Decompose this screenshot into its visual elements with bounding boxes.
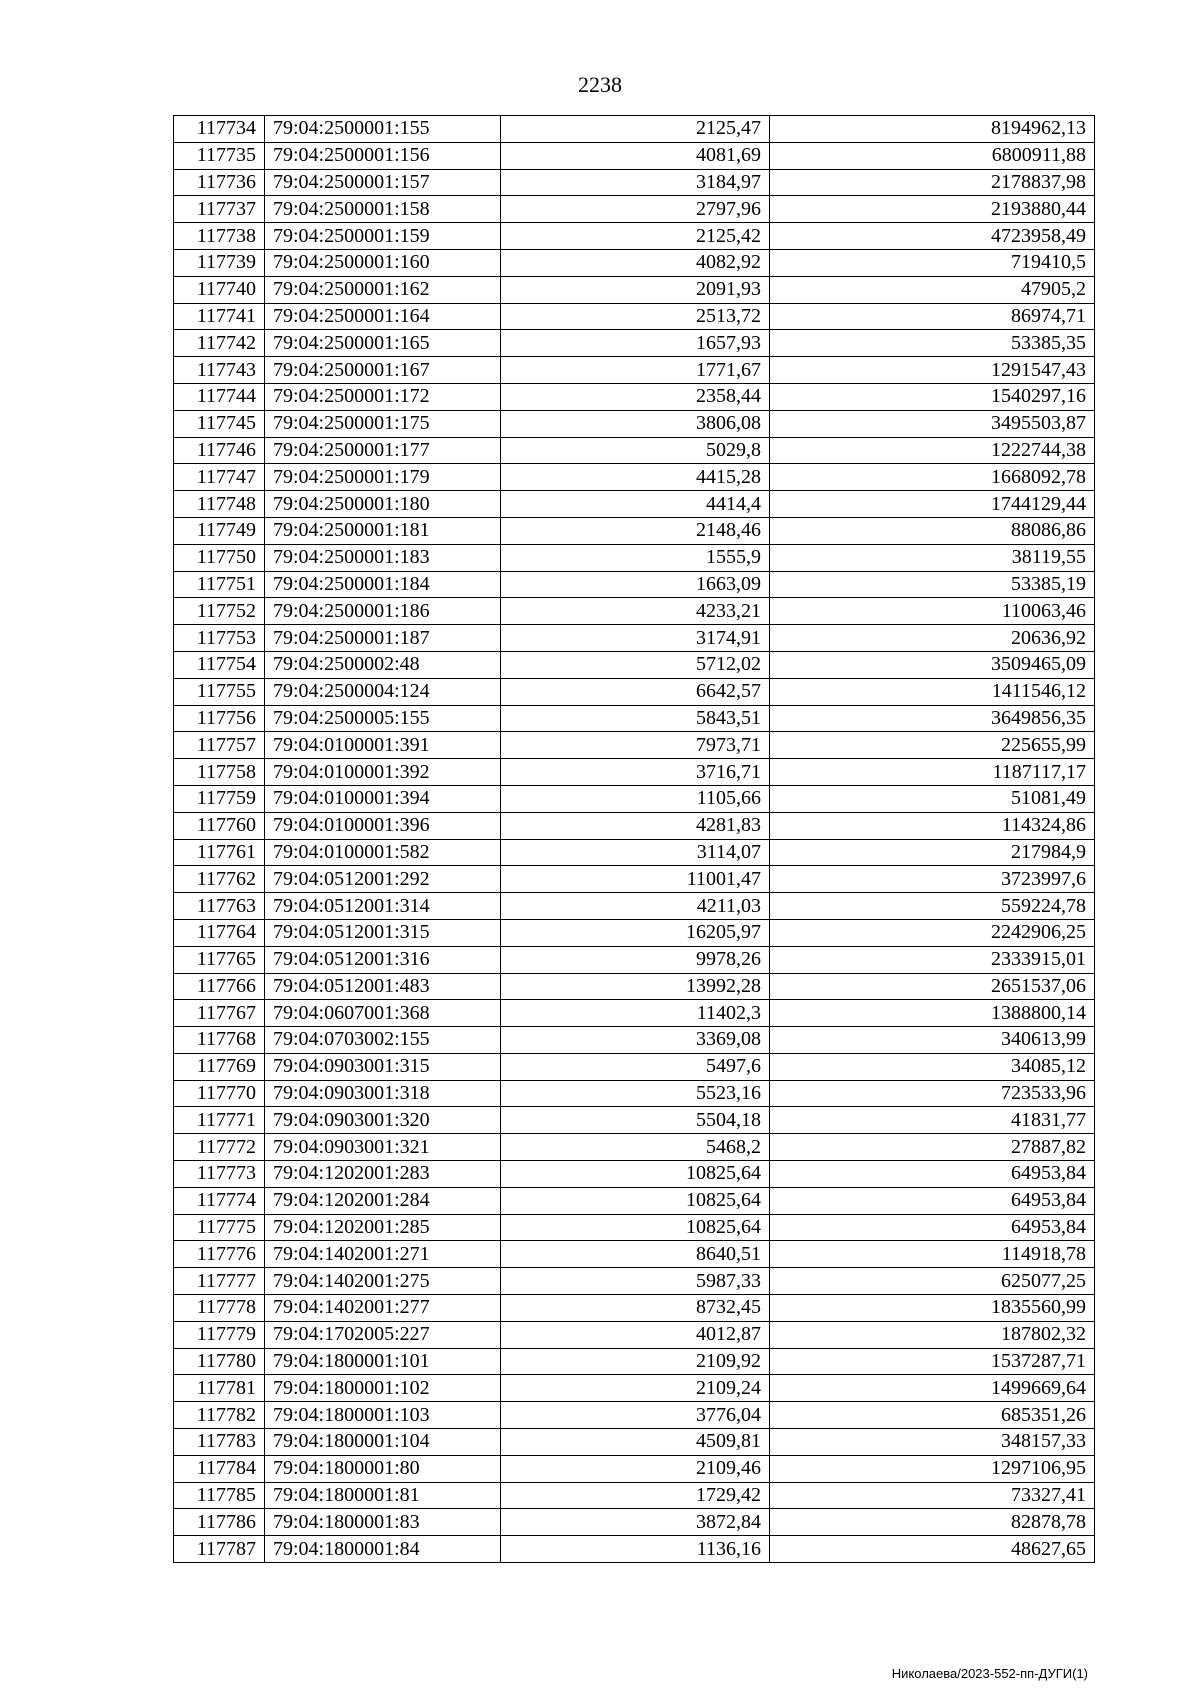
cadastral-value-cell: 3723997,6 (770, 866, 1095, 893)
cadastral-value-cell: 723533,96 (770, 1080, 1095, 1107)
table-row (174, 437, 1095, 464)
cadastral-value-cell: 348157,33 (770, 1429, 1095, 1456)
table-row (174, 1053, 1095, 1080)
cadastral-number-cell: 79:04:0512001:315 (265, 919, 501, 946)
cadastral-number-cell: 79:04:2500001:157 (265, 169, 501, 196)
area-cell: 6642,57 (501, 678, 770, 705)
cadastral-number-cell: 79:04:2500001:187 (265, 625, 501, 652)
row-number-cell: 117766 (174, 973, 265, 1000)
row-number-cell: 117734 (174, 116, 265, 143)
row-number-cell: 117767 (174, 1000, 265, 1027)
cadastral-value-cell: 340613,99 (770, 1027, 1095, 1054)
area-cell: 2109,46 (501, 1455, 770, 1482)
row-number-cell: 117785 (174, 1482, 265, 1509)
row-number-cell: 117771 (174, 1107, 265, 1134)
table-row (174, 357, 1095, 384)
cadastral-number-cell: 79:04:2500001:162 (265, 276, 501, 303)
table-row (174, 1375, 1095, 1402)
cadastral-number-cell: 79:04:2500001:156 (265, 142, 501, 169)
cadastral-number-cell: 79:04:0100001:396 (265, 812, 501, 839)
table-row (174, 1187, 1095, 1214)
table-row (174, 517, 1095, 544)
cadastral-number-cell: 79:04:0512001:314 (265, 893, 501, 920)
cadastral-value-cell: 1835560,99 (770, 1295, 1095, 1322)
row-number-cell: 117744 (174, 383, 265, 410)
table-row (174, 893, 1095, 920)
row-number-cell: 117778 (174, 1295, 265, 1322)
area-cell: 5029,8 (501, 437, 770, 464)
table-row (174, 1161, 1095, 1188)
area-cell: 1555,9 (501, 544, 770, 571)
row-number-cell: 117772 (174, 1134, 265, 1161)
table-row (174, 759, 1095, 786)
cadastral-number-cell: 79:04:0512001:292 (265, 866, 501, 893)
cadastral-value-cell: 685351,26 (770, 1402, 1095, 1429)
area-cell: 4414,4 (501, 491, 770, 518)
cadastral-number-cell: 79:04:1800001:83 (265, 1509, 501, 1536)
cadastral-value-cell: 114918,78 (770, 1241, 1095, 1268)
table-row (174, 1482, 1095, 1509)
cadastral-number-cell: 79:04:1402001:275 (265, 1268, 501, 1295)
table-row (174, 946, 1095, 973)
area-cell: 2797,96 (501, 196, 770, 223)
cadastral-number-cell: 79:04:0100001:582 (265, 839, 501, 866)
cadastral-value-cell: 53385,35 (770, 330, 1095, 357)
cadastral-value-cell: 2333915,01 (770, 946, 1095, 973)
cadastral-value-cell: 1668092,78 (770, 464, 1095, 491)
table-row (174, 330, 1095, 357)
cadastral-value-cell: 3509465,09 (770, 651, 1095, 678)
area-cell: 1657,93 (501, 330, 770, 357)
area-cell: 4211,03 (501, 893, 770, 920)
row-number-cell: 117747 (174, 464, 265, 491)
cadastral-number-cell: 79:04:0903001:320 (265, 1107, 501, 1134)
cadastral-value-cell: 27887,82 (770, 1134, 1095, 1161)
area-cell: 2148,46 (501, 517, 770, 544)
cadastral-number-cell: 79:04:1800001:103 (265, 1402, 501, 1429)
document-footer: Николаева/2023-552-пп-ДУГИ(1) (891, 1666, 1088, 1681)
area-cell: 10825,64 (501, 1187, 770, 1214)
area-cell: 2091,93 (501, 276, 770, 303)
cadastral-number-cell: 79:04:0607001:368 (265, 1000, 501, 1027)
cadastral-value-cell: 2242906,25 (770, 919, 1095, 946)
cadastral-number-cell: 79:04:2500001:183 (265, 544, 501, 571)
table-row (174, 1455, 1095, 1482)
area-cell: 11402,3 (501, 1000, 770, 1027)
cadastral-value-cell: 625077,25 (770, 1268, 1095, 1295)
cadastral-number-cell: 79:04:2500001:164 (265, 303, 501, 330)
cadastral-value-cell: 88086,86 (770, 517, 1095, 544)
area-cell: 5497,6 (501, 1053, 770, 1080)
row-number-cell: 117738 (174, 223, 265, 250)
table-row (174, 1107, 1095, 1134)
row-number-cell: 117741 (174, 303, 265, 330)
area-cell: 4012,87 (501, 1321, 770, 1348)
cadastral-value-cell: 4723958,49 (770, 223, 1095, 250)
cadastral-value-cell: 114324,86 (770, 812, 1095, 839)
area-cell: 8732,45 (501, 1295, 770, 1322)
row-number-cell: 117740 (174, 276, 265, 303)
area-cell: 16205,97 (501, 919, 770, 946)
cadastral-number-cell: 79:04:2500001:160 (265, 249, 501, 276)
cadastral-value-cell: 3649856,35 (770, 705, 1095, 732)
area-cell: 1663,09 (501, 571, 770, 598)
cadastral-value-cell: 1540297,16 (770, 383, 1095, 410)
cadastral-value-cell: 1222744,38 (770, 437, 1095, 464)
cadastral-number-cell: 79:04:1800001:102 (265, 1375, 501, 1402)
cadastral-value-cell: 47905,2 (770, 276, 1095, 303)
cadastral-value-cell: 217984,9 (770, 839, 1095, 866)
row-number-cell: 117760 (174, 812, 265, 839)
cadastral-number-cell: 79:04:2500001:179 (265, 464, 501, 491)
table-row (174, 410, 1095, 437)
table-row (174, 919, 1095, 946)
cadastral-value-cell: 110063,46 (770, 598, 1095, 625)
table-row (174, 1000, 1095, 1027)
row-number-cell: 117757 (174, 732, 265, 759)
area-cell: 5468,2 (501, 1134, 770, 1161)
cadastral-number-cell: 79:04:1402001:271 (265, 1241, 501, 1268)
area-cell: 7973,71 (501, 732, 770, 759)
row-number-cell: 117743 (174, 357, 265, 384)
cadastral-value-cell: 51081,49 (770, 785, 1095, 812)
cadastral-number-cell: 79:04:0903001:318 (265, 1080, 501, 1107)
row-number-cell: 117775 (174, 1214, 265, 1241)
cadastral-number-cell: 79:04:1202001:283 (265, 1161, 501, 1188)
row-number-cell: 117735 (174, 142, 265, 169)
cadastral-value-cell: 559224,78 (770, 893, 1095, 920)
table-row (174, 1321, 1095, 1348)
row-number-cell: 117764 (174, 919, 265, 946)
cadastral-value-cell: 2178837,98 (770, 169, 1095, 196)
table-row (174, 1536, 1095, 1563)
table-row (174, 598, 1095, 625)
table-row (174, 1509, 1095, 1536)
area-cell: 3369,08 (501, 1027, 770, 1054)
cadastral-number-cell: 79:04:2500001:184 (265, 571, 501, 598)
cadastral-number-cell: 79:04:0903001:315 (265, 1053, 501, 1080)
table-row (174, 544, 1095, 571)
row-number-cell: 117765 (174, 946, 265, 973)
cadastral-value-cell: 20636,92 (770, 625, 1095, 652)
row-number-cell: 117746 (174, 437, 265, 464)
table-row (174, 571, 1095, 598)
row-number-cell: 117783 (174, 1429, 265, 1456)
cadastral-number-cell: 79:04:2500001:167 (265, 357, 501, 384)
row-number-cell: 117773 (174, 1161, 265, 1188)
cadastral-number-cell: 79:04:2500001:165 (265, 330, 501, 357)
cadastral-value-cell: 6800911,88 (770, 142, 1095, 169)
row-number-cell: 117787 (174, 1536, 265, 1563)
table-row (174, 866, 1095, 893)
area-cell: 2109,24 (501, 1375, 770, 1402)
cadastral-value-cell: 3495503,87 (770, 410, 1095, 437)
cadastral-number-cell: 79:04:2500001:180 (265, 491, 501, 518)
cadastral-number-cell: 79:04:0100001:394 (265, 785, 501, 812)
cadastral-number-cell: 79:04:1800001:80 (265, 1455, 501, 1482)
area-cell: 4082,92 (501, 249, 770, 276)
cadastral-value-cell: 8194962,13 (770, 116, 1095, 143)
row-number-cell: 117786 (174, 1509, 265, 1536)
table-row (174, 464, 1095, 491)
cadastral-value-cell: 53385,19 (770, 571, 1095, 598)
cadastral-number-cell: 79:04:1202001:285 (265, 1214, 501, 1241)
cadastral-value-cell: 64953,84 (770, 1161, 1095, 1188)
cadastral-number-cell: 79:04:2500001:186 (265, 598, 501, 625)
area-cell: 5523,16 (501, 1080, 770, 1107)
cadastral-number-cell: 79:04:2500001:177 (265, 437, 501, 464)
table-row (174, 1134, 1095, 1161)
cadastral-value-cell: 41831,77 (770, 1107, 1095, 1134)
table-row (174, 491, 1095, 518)
cadastral-value-cell: 1388800,14 (770, 1000, 1095, 1027)
row-number-cell: 117776 (174, 1241, 265, 1268)
cadastral-number-cell: 79:04:1202001:284 (265, 1187, 501, 1214)
table-row (174, 1080, 1095, 1107)
row-number-cell: 117742 (174, 330, 265, 357)
row-number-cell: 117739 (174, 249, 265, 276)
cadastral-value-table (173, 115, 1095, 1563)
row-number-cell: 117736 (174, 169, 265, 196)
cadastral-value-cell: 86974,71 (770, 303, 1095, 330)
table-row (174, 1241, 1095, 1268)
row-number-cell: 117780 (174, 1348, 265, 1375)
table-row (174, 973, 1095, 1000)
row-number-cell: 117774 (174, 1187, 265, 1214)
cadastral-value-cell: 1537287,71 (770, 1348, 1095, 1375)
area-cell: 5712,02 (501, 651, 770, 678)
area-cell: 1136,16 (501, 1536, 770, 1563)
area-cell: 13992,28 (501, 973, 770, 1000)
row-number-cell: 117754 (174, 651, 265, 678)
cadastral-number-cell: 79:04:0100001:391 (265, 732, 501, 759)
row-number-cell: 117784 (174, 1455, 265, 1482)
table-row (174, 732, 1095, 759)
table-row (174, 678, 1095, 705)
table-body (174, 116, 1095, 1563)
table-row (174, 1429, 1095, 1456)
cadastral-value-cell: 34085,12 (770, 1053, 1095, 1080)
cadastral-number-cell: 79:04:2500001:158 (265, 196, 501, 223)
row-number-cell: 117752 (174, 598, 265, 625)
table-row (174, 625, 1095, 652)
cadastral-value-cell: 1187117,17 (770, 759, 1095, 786)
row-number-cell: 117782 (174, 1402, 265, 1429)
table-row (174, 383, 1095, 410)
cadastral-number-cell: 79:04:0512001:316 (265, 946, 501, 973)
area-cell: 8640,51 (501, 1241, 770, 1268)
area-cell: 1729,42 (501, 1482, 770, 1509)
area-cell: 3184,97 (501, 169, 770, 196)
row-number-cell: 117759 (174, 785, 265, 812)
area-cell: 3806,08 (501, 410, 770, 437)
area-cell: 11001,47 (501, 866, 770, 893)
area-cell: 4281,83 (501, 812, 770, 839)
row-number-cell: 117769 (174, 1053, 265, 1080)
table-row (174, 1348, 1095, 1375)
row-number-cell: 117758 (174, 759, 265, 786)
table-row (174, 276, 1095, 303)
cadastral-value-cell: 1744129,44 (770, 491, 1095, 518)
cadastral-value-cell: 1297106,95 (770, 1455, 1095, 1482)
row-number-cell: 117770 (174, 1080, 265, 1107)
table-row (174, 1402, 1095, 1429)
area-cell: 10825,64 (501, 1161, 770, 1188)
table-row (174, 249, 1095, 276)
area-cell: 4509,81 (501, 1429, 770, 1456)
table-row (174, 651, 1095, 678)
table-row (174, 1027, 1095, 1054)
page-number: 2238 (578, 72, 622, 97)
area-cell: 2109,92 (501, 1348, 770, 1375)
row-number-cell: 117745 (174, 410, 265, 437)
row-number-cell: 117749 (174, 517, 265, 544)
area-cell: 10825,64 (501, 1214, 770, 1241)
table-row (174, 116, 1095, 143)
cadastral-value-cell: 64953,84 (770, 1214, 1095, 1241)
table-row (174, 705, 1095, 732)
cadastral-value-cell: 225655,99 (770, 732, 1095, 759)
area-cell: 1105,66 (501, 785, 770, 812)
cadastral-value-cell: 1291547,43 (770, 357, 1095, 384)
area-cell: 5504,18 (501, 1107, 770, 1134)
cadastral-number-cell: 79:04:2500001:175 (265, 410, 501, 437)
cadastral-value-cell: 187802,32 (770, 1321, 1095, 1348)
cadastral-number-cell: 79:04:2500002:48 (265, 651, 501, 678)
area-cell: 2125,42 (501, 223, 770, 250)
cadastral-value-cell: 2651537,06 (770, 973, 1095, 1000)
row-number-cell: 117756 (174, 705, 265, 732)
row-number-cell: 117750 (174, 544, 265, 571)
table-row (174, 196, 1095, 223)
table-row (174, 169, 1095, 196)
area-cell: 2125,47 (501, 116, 770, 143)
cadastral-value-cell: 1499669,64 (770, 1375, 1095, 1402)
area-cell: 4081,69 (501, 142, 770, 169)
area-cell: 4415,28 (501, 464, 770, 491)
area-cell: 2513,72 (501, 303, 770, 330)
cadastral-number-cell: 79:04:1800001:104 (265, 1429, 501, 1456)
row-number-cell: 117763 (174, 893, 265, 920)
row-number-cell: 117748 (174, 491, 265, 518)
cadastral-value-cell: 38119,55 (770, 544, 1095, 571)
table-row (174, 142, 1095, 169)
row-number-cell: 117777 (174, 1268, 265, 1295)
row-number-cell: 117753 (174, 625, 265, 652)
cadastral-number-cell: 79:04:0100001:392 (265, 759, 501, 786)
row-number-cell: 117762 (174, 866, 265, 893)
row-number-cell: 117751 (174, 571, 265, 598)
cadastral-number-cell: 79:04:0512001:483 (265, 973, 501, 1000)
table-row (174, 812, 1095, 839)
table-row (174, 1214, 1095, 1241)
area-cell: 5843,51 (501, 705, 770, 732)
cadastral-number-cell: 79:04:1800001:101 (265, 1348, 501, 1375)
cadastral-number-cell: 79:04:2500004:124 (265, 678, 501, 705)
area-cell: 4233,21 (501, 598, 770, 625)
area-cell: 5987,33 (501, 1268, 770, 1295)
cadastral-number-cell: 79:04:2500001:181 (265, 517, 501, 544)
row-number-cell: 117761 (174, 839, 265, 866)
cadastral-value-cell: 64953,84 (770, 1187, 1095, 1214)
cadastral-number-cell: 79:04:2500005:155 (265, 705, 501, 732)
area-cell: 3114,07 (501, 839, 770, 866)
table-row (174, 303, 1095, 330)
cadastral-value-cell: 48627,65 (770, 1536, 1095, 1563)
area-cell: 3716,71 (501, 759, 770, 786)
cadastral-value-cell: 73327,41 (770, 1482, 1095, 1509)
row-number-cell: 117779 (174, 1321, 265, 1348)
row-number-cell: 117768 (174, 1027, 265, 1054)
row-number-cell: 117781 (174, 1375, 265, 1402)
cadastral-number-cell: 79:04:1800001:84 (265, 1536, 501, 1563)
table-row (174, 223, 1095, 250)
cadastral-value-cell: 719410,5 (770, 249, 1095, 276)
cadastral-value-cell: 1411546,12 (770, 678, 1095, 705)
table-row (174, 839, 1095, 866)
cadastral-number-cell: 79:04:2500001:172 (265, 383, 501, 410)
area-cell: 1771,67 (501, 357, 770, 384)
cadastral-number-cell: 79:04:1402001:277 (265, 1295, 501, 1322)
row-number-cell: 117737 (174, 196, 265, 223)
area-cell: 3872,84 (501, 1509, 770, 1536)
table-row (174, 1268, 1095, 1295)
cadastral-number-cell: 79:04:1800001:81 (265, 1482, 501, 1509)
cadastral-value-cell: 2193880,44 (770, 196, 1095, 223)
cadastral-number-cell: 79:04:0903001:321 (265, 1134, 501, 1161)
cadastral-number-cell: 79:04:0703002:155 (265, 1027, 501, 1054)
cadastral-number-cell: 79:04:1702005:227 (265, 1321, 501, 1348)
area-cell: 2358,44 (501, 383, 770, 410)
cadastral-number-cell: 79:04:2500001:155 (265, 116, 501, 143)
area-cell: 9978,26 (501, 946, 770, 973)
area-cell: 3776,04 (501, 1402, 770, 1429)
table-row (174, 785, 1095, 812)
area-cell: 3174,91 (501, 625, 770, 652)
table-row (174, 1295, 1095, 1322)
row-number-cell: 117755 (174, 678, 265, 705)
cadastral-value-cell: 82878,78 (770, 1509, 1095, 1536)
cadastral-number-cell: 79:04:2500001:159 (265, 223, 501, 250)
